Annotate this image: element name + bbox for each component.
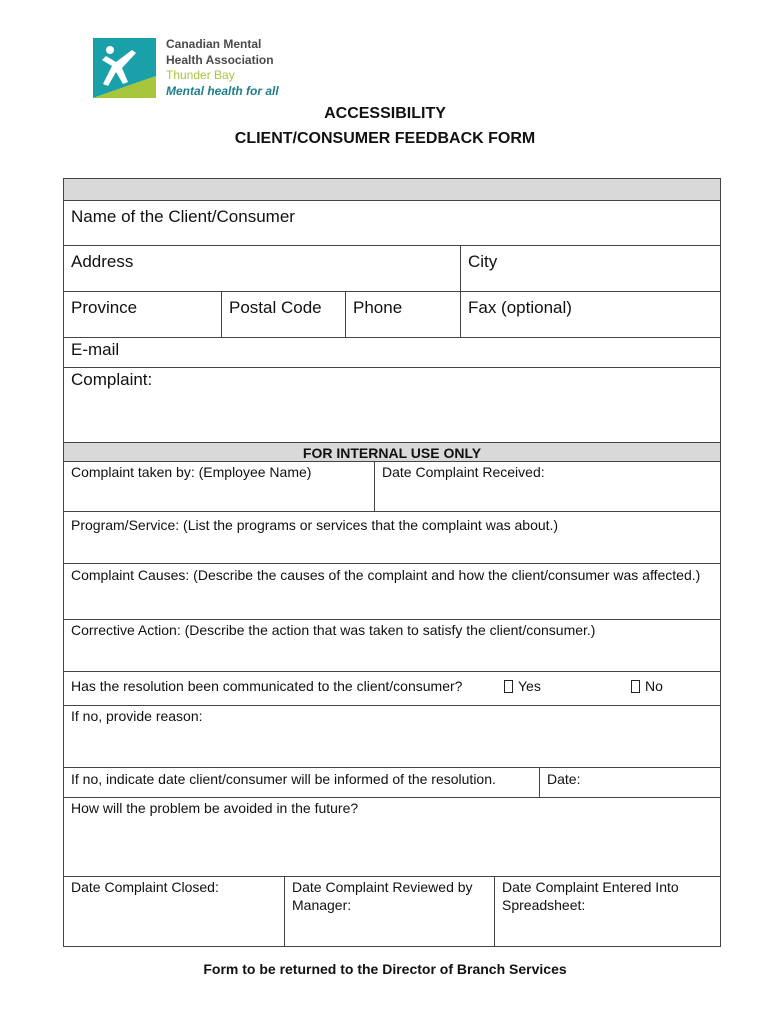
yes-label: Yes xyxy=(518,678,541,694)
email-field[interactable] xyxy=(64,338,721,368)
inform-date-label: Date: xyxy=(547,771,581,787)
program-service-label: Program/Service: (List the programs or services that the complaint was about.) xyxy=(71,517,559,533)
date-closed-label: Date Complaint Closed: xyxy=(71,879,219,895)
logo-text xyxy=(166,37,279,99)
date-received-field[interactable] xyxy=(375,462,721,512)
program-service-field[interactable] xyxy=(64,512,721,564)
city-field[interactable] xyxy=(461,246,721,292)
logo-org-line2: Health Association xyxy=(166,52,274,67)
complaint-label: Complaint: xyxy=(71,370,153,389)
internal-use-header-text: FOR INTERNAL USE ONLY xyxy=(302,445,482,461)
avoid-future-label: How will the problem be avoided in the future? xyxy=(71,800,359,816)
if-no-date-label: If no, indicate date client/consumer will be informed of the resolution. xyxy=(71,771,496,787)
client-name-field[interactable] xyxy=(64,201,721,246)
complaint-taken-by-field[interactable] xyxy=(64,462,375,512)
no-checkbox[interactable] xyxy=(631,680,640,693)
complaint-field[interactable] xyxy=(64,368,721,443)
logo-org-line1: Canadian Mental xyxy=(166,37,262,51)
fax-field[interactable] xyxy=(461,292,721,338)
fax-label: Fax (optional) xyxy=(468,298,572,317)
logo-city: Thunder Bay xyxy=(166,68,235,82)
form-title-line1: ACCESSIBILITY xyxy=(324,105,446,122)
date-reviewed-label: Date Complaint Reviewed by Manager: xyxy=(292,879,473,913)
client-table-header-bar xyxy=(64,179,721,201)
if-no-date-field xyxy=(64,768,540,798)
complaint-taken-by-label: Complaint taken by: (Employee Name) xyxy=(71,464,312,480)
yes-option[interactable] xyxy=(504,677,541,695)
date-entered-field[interactable] xyxy=(495,877,721,947)
resolution-communicated-row xyxy=(64,672,721,706)
form-footer-note: Form to be returned to the Director of Branch Services xyxy=(203,961,567,977)
corrective-action-label: Corrective Action: (Describe the action that was taken to satisfy the client/consumer.) xyxy=(71,622,596,638)
city-label: City xyxy=(468,252,498,271)
complaint-causes-field[interactable] xyxy=(64,564,721,620)
phone-label: Phone xyxy=(353,298,403,317)
address-label: Address xyxy=(71,252,134,271)
internal-use-table xyxy=(63,442,721,947)
postal-code-label: Postal Code xyxy=(229,298,322,317)
form-title-line2: CLIENT/CONSUMER FEEDBACK FORM xyxy=(234,130,536,147)
if-no-reason-field[interactable] xyxy=(64,706,721,768)
province-label: Province xyxy=(71,298,138,317)
no-label: No xyxy=(645,678,663,694)
date-entered-label: Date Complaint Entered Into Spreadsheet: xyxy=(502,879,679,913)
postal-code-field[interactable] xyxy=(222,292,346,338)
client-info-table xyxy=(63,178,721,443)
email-label: E-mail xyxy=(71,340,120,359)
corrective-action-field[interactable] xyxy=(64,620,721,672)
yes-checkbox[interactable] xyxy=(504,680,513,693)
province-field[interactable] xyxy=(64,292,222,338)
no-option[interactable] xyxy=(631,677,663,695)
resolution-question: Has the resolution been communicated to the client/consumer? xyxy=(71,678,463,694)
complaint-causes-label: Complaint Causes: (Describe the causes of the complaint and how the client/consumer was affected.) xyxy=(71,567,701,583)
date-received-label: Date Complaint Received: xyxy=(382,464,545,480)
logo-tagline: Mental health for all xyxy=(166,83,279,98)
inform-date-field[interactable] xyxy=(540,768,721,798)
date-closed-field[interactable] xyxy=(64,877,285,947)
address-field[interactable] xyxy=(64,246,461,292)
if-no-reason-label: If no, provide reason: xyxy=(71,708,203,724)
phone-field[interactable] xyxy=(346,292,461,338)
date-reviewed-field[interactable] xyxy=(285,877,495,947)
avoid-future-field[interactable] xyxy=(64,798,721,877)
internal-use-header xyxy=(64,443,721,462)
client-name-label: Name of the Client/Consumer xyxy=(71,207,295,226)
